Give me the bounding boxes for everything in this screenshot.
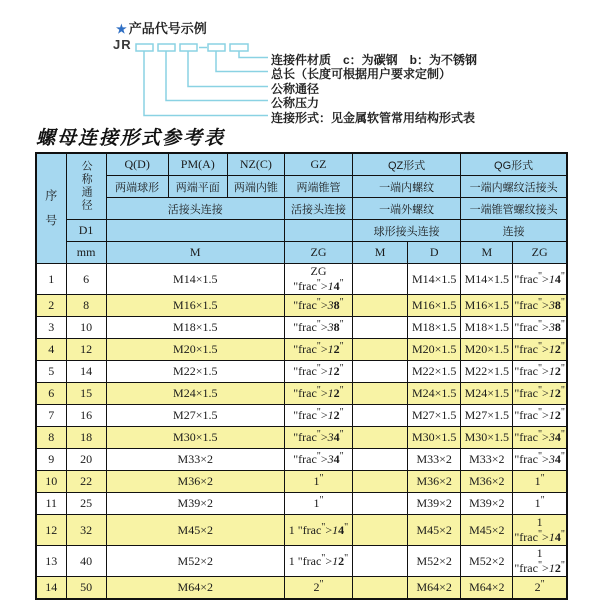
cell-dn: 16 bbox=[66, 405, 106, 427]
table-row bbox=[36, 383, 567, 405]
header-qg-row4: 连接 bbox=[461, 220, 567, 242]
cell-seq: 12 bbox=[36, 515, 66, 546]
cell-qg-zg: "frac">12" bbox=[513, 361, 567, 383]
cell-qg-zg: 2" bbox=[513, 577, 567, 600]
header-nz-desc: 两端内锥 bbox=[227, 176, 284, 198]
code-label: 连接形式：见金属软管常用结构形式表 bbox=[271, 111, 476, 125]
cell-qg-zg: "frac">34" bbox=[513, 427, 567, 449]
header-seq: 序号 bbox=[36, 153, 66, 264]
header-qg-u1: M bbox=[461, 242, 513, 264]
cell-dn: 20 bbox=[66, 449, 106, 471]
cell-qg-m: M18×1.5 bbox=[461, 317, 513, 339]
table-row bbox=[36, 317, 567, 339]
header-gz-unit: ZG bbox=[284, 242, 352, 264]
header-qz-row4: 球形接头连接 bbox=[353, 220, 461, 242]
cell-gz-zg: 2" bbox=[284, 577, 352, 600]
code-label: 连接件材质 c：为碳钢 b：为不锈钢 bbox=[271, 53, 478, 67]
cell-qz-m bbox=[353, 493, 408, 515]
table-row bbox=[36, 546, 567, 577]
table-row bbox=[36, 405, 567, 427]
cell-qz-d: M14×1.5 bbox=[408, 264, 461, 295]
cell-seq: 14 bbox=[36, 577, 66, 600]
cell-dn: 40 bbox=[66, 546, 106, 577]
cell-qz-d: M33×2 bbox=[408, 449, 461, 471]
table-row bbox=[36, 515, 567, 546]
cell-qz-m bbox=[353, 546, 408, 577]
table-row bbox=[36, 449, 567, 471]
cell-qz-d: M52×2 bbox=[408, 546, 461, 577]
header-pm-desc: 两端平面 bbox=[168, 176, 227, 198]
cell-qz-m bbox=[353, 449, 408, 471]
connector-line bbox=[188, 51, 268, 87]
cell-seq: 1 bbox=[36, 264, 66, 295]
cell-qg-zg: 1 "frac">14" bbox=[513, 515, 567, 546]
header-dn: 公称通径 bbox=[66, 153, 106, 220]
header-qg-row3: 一端锥管螺纹接头 bbox=[461, 198, 567, 220]
cell-dn: 8 bbox=[66, 295, 106, 317]
cell-gz-zg: "frac">38" bbox=[284, 295, 352, 317]
header-qg-code: QG形式 bbox=[461, 153, 567, 176]
cell-qz-m bbox=[353, 383, 408, 405]
cell-qg-zg: "frac">12" bbox=[513, 405, 567, 427]
table-title: 螺母连接形式参考表 bbox=[36, 128, 226, 149]
cell-qg-m: M24×1.5 bbox=[461, 383, 513, 405]
cell-qg-zg: 1 "frac">12" bbox=[513, 546, 567, 577]
code-box bbox=[230, 44, 248, 51]
cell-qg-zg: 1" bbox=[513, 493, 567, 515]
connector-line bbox=[144, 51, 268, 116]
cell-qg-zg: "frac">38" bbox=[513, 317, 567, 339]
connector-line bbox=[166, 51, 268, 101]
cell-seq: 11 bbox=[36, 493, 66, 515]
table-row bbox=[36, 339, 567, 361]
table-body bbox=[36, 264, 567, 600]
header-qz-u2: D bbox=[408, 242, 461, 264]
header-m-unit: M bbox=[106, 242, 284, 264]
cell-qg-m: M52×2 bbox=[461, 546, 513, 577]
cell-seq: 13 bbox=[36, 546, 66, 577]
cell-gz-zg: "frac">34" bbox=[284, 449, 352, 471]
cell-seq: 8 bbox=[36, 427, 66, 449]
cell-m: M39×2 bbox=[106, 493, 284, 515]
cell-m: M22×1.5 bbox=[106, 361, 284, 383]
cell-m: M45×2 bbox=[106, 515, 284, 546]
header-union-conn: 活接头连接 bbox=[106, 198, 284, 220]
header-qz-u1: M bbox=[353, 242, 408, 264]
cell-qg-zg: "frac">12" bbox=[513, 339, 567, 361]
cell-qg-m: M36×2 bbox=[461, 471, 513, 493]
cell-gz-zg: "frac">12" bbox=[284, 339, 352, 361]
cell-m: M18×1.5 bbox=[106, 317, 284, 339]
cell-qz-m bbox=[353, 405, 408, 427]
header-qd-code: Q(D) bbox=[106, 153, 168, 176]
cell-dn: 25 bbox=[66, 493, 106, 515]
cell-qz-d: M39×2 bbox=[408, 493, 461, 515]
header-blank-left bbox=[106, 220, 284, 242]
cell-qg-zg: 1" bbox=[513, 471, 567, 493]
header-pm-code: PM(A) bbox=[168, 153, 227, 176]
cell-gz-zg: "frac">12" bbox=[284, 405, 352, 427]
cell-qz-d: M64×2 bbox=[408, 577, 461, 600]
cell-qz-m bbox=[353, 317, 408, 339]
cell-dn: 22 bbox=[66, 471, 106, 493]
header-gz-code: GZ bbox=[284, 153, 352, 176]
cell-m: M52×2 bbox=[106, 546, 284, 577]
cell-m: M24×1.5 bbox=[106, 383, 284, 405]
cell-qg-zg: "frac">14" bbox=[513, 264, 567, 295]
cell-qg-m: M27×1.5 bbox=[461, 405, 513, 427]
table-row bbox=[36, 493, 567, 515]
cell-qg-m: M64×2 bbox=[461, 577, 513, 600]
cell-qz-d: M18×1.5 bbox=[408, 317, 461, 339]
cell-qg-m: M30×1.5 bbox=[461, 427, 513, 449]
cell-m: M20×1.5 bbox=[106, 339, 284, 361]
table-header bbox=[36, 153, 567, 264]
header-mm: mm bbox=[66, 242, 106, 264]
cell-qz-d: M36×2 bbox=[408, 471, 461, 493]
cell-m: M27×1.5 bbox=[106, 405, 284, 427]
cell-dn: 14 bbox=[66, 361, 106, 383]
cell-m: M30×1.5 bbox=[106, 427, 284, 449]
reference-table bbox=[35, 152, 568, 600]
cell-qz-m bbox=[353, 295, 408, 317]
cell-seq: 6 bbox=[36, 383, 66, 405]
code-prefix: JR bbox=[113, 37, 132, 52]
cell-gz-zg: "frac">34" bbox=[284, 427, 352, 449]
star-icon: ★ bbox=[116, 22, 127, 36]
header-gz-conn: 活接头连接 bbox=[284, 198, 352, 220]
cell-seq: 5 bbox=[36, 361, 66, 383]
cell-qg-zg: "frac">38" bbox=[513, 295, 567, 317]
cell-gz-zg: 1" bbox=[284, 493, 352, 515]
cell-qz-m bbox=[353, 264, 408, 295]
header-blank-gz bbox=[284, 220, 352, 242]
table-row bbox=[36, 295, 567, 317]
cell-qz-m bbox=[353, 361, 408, 383]
cell-qg-m: M20×1.5 bbox=[461, 339, 513, 361]
cell-dn: 50 bbox=[66, 577, 106, 600]
code-box bbox=[136, 44, 153, 51]
cell-qg-zg: "frac">34" bbox=[513, 449, 567, 471]
cell-seq: 3 bbox=[36, 317, 66, 339]
cell-qz-d: M27×1.5 bbox=[408, 405, 461, 427]
diagram-title bbox=[116, 18, 207, 37]
table-row bbox=[36, 361, 567, 383]
code-box bbox=[208, 44, 225, 51]
cell-m: M36×2 bbox=[106, 471, 284, 493]
cell-qz-m bbox=[353, 427, 408, 449]
connector-line bbox=[216, 51, 268, 72]
table-row bbox=[36, 264, 567, 295]
header-qg-row2: 一端内螺纹活接头 bbox=[461, 176, 567, 198]
code-label: 总长（长度可根据用户要求定制） bbox=[271, 67, 452, 81]
cell-gz-zg: 1 "frac">14" bbox=[284, 515, 352, 546]
cell-qg-zg: "frac">12" bbox=[513, 383, 567, 405]
cell-qz-d: M16×1.5 bbox=[408, 295, 461, 317]
cell-gz-zg: ZG "frac">14" bbox=[284, 264, 352, 295]
cell-gz-zg: "frac">38" bbox=[284, 317, 352, 339]
cell-m: M64×2 bbox=[106, 577, 284, 600]
cell-seq: 2 bbox=[36, 295, 66, 317]
cell-qg-m: M16×1.5 bbox=[461, 295, 513, 317]
header-qz-row3: 一端外螺纹 bbox=[353, 198, 461, 220]
cell-gz-zg: "frac">12" bbox=[284, 361, 352, 383]
header-qg-u2: ZG bbox=[513, 242, 567, 264]
cell-qz-m bbox=[353, 577, 408, 600]
cell-dn: 15 bbox=[66, 383, 106, 405]
cell-gz-zg: 1 "frac">12" bbox=[284, 546, 352, 577]
header-d1: D1 bbox=[66, 220, 106, 242]
code-box bbox=[180, 44, 197, 51]
cell-seq: 4 bbox=[36, 339, 66, 361]
cell-dn: 10 bbox=[66, 317, 106, 339]
header-gz-desc: 两端锥管 bbox=[284, 176, 352, 198]
table-row bbox=[36, 471, 567, 493]
cell-dn: 18 bbox=[66, 427, 106, 449]
connector-line bbox=[239, 51, 268, 58]
cell-qz-d: M22×1.5 bbox=[408, 361, 461, 383]
cell-qg-m: M22×1.5 bbox=[461, 361, 513, 383]
cell-qz-m bbox=[353, 515, 408, 546]
header-nz-code: NZ(C) bbox=[227, 153, 284, 176]
header-qd-desc: 两端球形 bbox=[106, 176, 168, 198]
cell-qg-m: M14×1.5 bbox=[461, 264, 513, 295]
diagram-title-text: 产品代号示例 bbox=[128, 21, 207, 36]
cell-qg-m: M45×2 bbox=[461, 515, 513, 546]
cell-qg-m: M33×2 bbox=[461, 449, 513, 471]
code-label: 公称压力 bbox=[271, 96, 320, 110]
cell-m: M16×1.5 bbox=[106, 295, 284, 317]
header-qz-row2: 一端内螺纹 bbox=[353, 176, 461, 198]
table-row bbox=[36, 427, 567, 449]
table-row bbox=[36, 577, 567, 600]
cell-gz-zg: 1" bbox=[284, 471, 352, 493]
cell-qz-d: M24×1.5 bbox=[408, 383, 461, 405]
cell-gz-zg: "frac">12" bbox=[284, 383, 352, 405]
cell-dn: 12 bbox=[66, 339, 106, 361]
cell-qz-d: M20×1.5 bbox=[408, 339, 461, 361]
cell-seq: 9 bbox=[36, 449, 66, 471]
cell-m: M33×2 bbox=[106, 449, 284, 471]
cell-qz-m bbox=[353, 471, 408, 493]
code-box bbox=[158, 44, 175, 51]
cell-seq: 7 bbox=[36, 405, 66, 427]
cell-dn: 32 bbox=[66, 515, 106, 546]
cell-seq: 10 bbox=[36, 471, 66, 493]
cell-qz-m bbox=[353, 339, 408, 361]
cell-qz-d: M30×1.5 bbox=[408, 427, 461, 449]
cell-qz-d: M45×2 bbox=[408, 515, 461, 546]
cell-qg-m: M39×2 bbox=[461, 493, 513, 515]
cell-m: M14×1.5 bbox=[106, 264, 284, 295]
header-qz-code: QZ形式 bbox=[353, 153, 461, 176]
code-label: 公称通径 bbox=[271, 82, 320, 96]
cell-dn: 6 bbox=[66, 264, 106, 295]
